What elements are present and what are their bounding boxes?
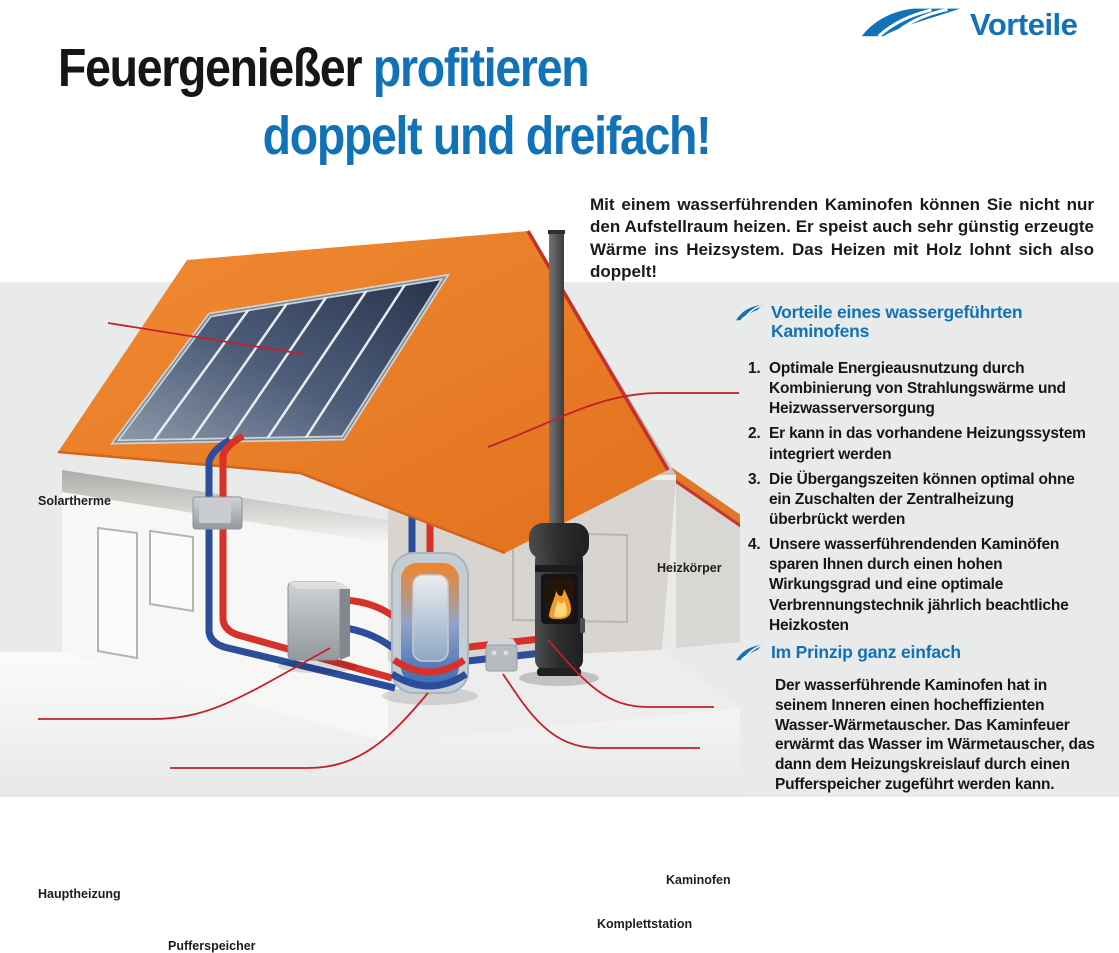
- solar-station: [193, 497, 242, 529]
- list-item: [748, 424, 1096, 464]
- headline-line2: doppelt und dreifach!: [262, 106, 711, 167]
- chimney-pipe: [549, 230, 564, 537]
- headline-black: Feuergenießer: [58, 38, 362, 98]
- front-window: [150, 531, 193, 611]
- vorteile-list: [748, 359, 1096, 641]
- section-prinzip-heading: [736, 643, 1081, 665]
- front-door: [98, 528, 137, 658]
- label-komplettstation: Komplettstation: [597, 917, 693, 931]
- headline-blue: profitieren: [372, 38, 589, 98]
- section-vorteile-heading: [736, 303, 1081, 340]
- page-title: [58, 34, 710, 170]
- brand-swoosh-icon: [860, 6, 960, 43]
- section-swoosh-icon: [736, 304, 762, 340]
- list-item-number: 2.: [748, 425, 761, 443]
- chimney-cap: [548, 230, 565, 234]
- label-solartherme: Solartherme: [38, 494, 111, 508]
- komplettstation-box: [486, 639, 517, 671]
- house-illustration: [0, 190, 740, 797]
- brand-logo: [860, 6, 1077, 43]
- list-item-number: 3.: [748, 470, 761, 488]
- list-item-text: Er kann in das vorhandene Heizungssystem integriert werden: [769, 425, 1086, 463]
- label-pufferspeicher: Pufferspeicher: [168, 939, 256, 953]
- list-item-number: 1.: [748, 360, 761, 377]
- label-hauptheizung: Hauptheizung: [38, 887, 121, 901]
- list-item-text: Unsere wasserführendenden Kaminöfen sparen Ihnen durch einen hohen Wirkungsgrad und eine optimale Verbrennungstechnik jährlich beachtliche Heizkosten: [769, 536, 1069, 634]
- main-heating-unit: [288, 582, 350, 660]
- section-vorteile-title: Vorteile eines wassergeführten Kaminofens: [771, 302, 1023, 341]
- list-item: [748, 359, 1096, 419]
- prinzip-paragraph: Der wasserführende Kaminofen hat in seinem Inneren einen hocheffizienten Wasser-Wärmetauscher. Das Kaminfeuer erwärmt das Wasser im Wärmetauscher, das dann dem Heizungskreislauf durch einen Pufferspeicher zugeführt werden kann.: [775, 677, 1095, 794]
- list-item-number: 4.: [748, 536, 761, 554]
- label-kaminofen: Kaminofen: [666, 873, 731, 887]
- intro-paragraph: Mit einem wasserführenden Kaminofen können Sie nicht nur den Aufstellraum heizen. Er speist auch sehr günstig erzeugte Wärme ins Heizsystem. Das Heizen mit Holz lohnt sich also doppelt!: [590, 195, 1094, 282]
- list-item: [748, 470, 1096, 530]
- list-item-text: Optimale Energieausnutzung durch Kombinierung von Strahlungswärme und Heizwasserversorgung: [769, 360, 1066, 418]
- brand-logo-text: Vorteile: [970, 6, 1078, 42]
- list-item-text: Die Übergangszeiten können optimal ohne ein Zuschalten der Zentralheizung überbrückt werden: [769, 470, 1075, 528]
- section-prinzip-title: Im Prinzip ganz einfach: [771, 642, 961, 662]
- label-heizkoerper: Heizkörper: [657, 561, 722, 575]
- section-swoosh-icon: [736, 644, 762, 665]
- list-item: [748, 535, 1096, 636]
- heating-system-diagram: [0, 190, 740, 953]
